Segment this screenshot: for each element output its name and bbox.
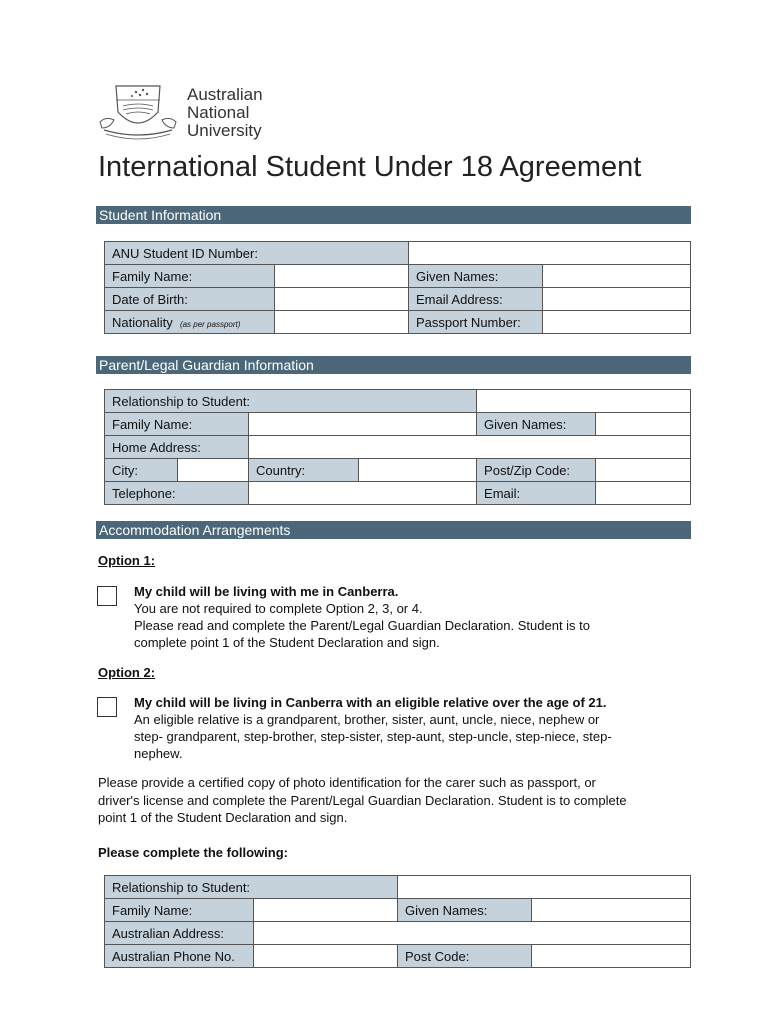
nationality-text: Nationality bbox=[112, 314, 173, 330]
nationality-field[interactable] bbox=[275, 311, 409, 334]
option-1-line-1: You are not required to complete Option 2, 3, or 4. bbox=[134, 601, 423, 616]
carer-address-label: Australian Address: bbox=[105, 922, 254, 945]
table-row bbox=[105, 242, 691, 265]
passport-field[interactable] bbox=[543, 311, 691, 334]
guardian-given-names-field[interactable] bbox=[596, 413, 691, 436]
option-2-checkbox[interactable] bbox=[97, 697, 117, 717]
option-2-line-2: step- grandparent, step-brother, step-sister, step-aunt, step-uncle, step-niece, step- bbox=[134, 729, 612, 744]
home-address-label: Home Address: bbox=[105, 436, 249, 459]
table-row bbox=[105, 459, 691, 482]
option-2-line-1: An eligible relative is a grandparent, brother, sister, aunt, uncle, niece, nephew or bbox=[134, 712, 600, 727]
logo-line-3: University bbox=[187, 121, 262, 140]
student-info-table bbox=[104, 241, 691, 334]
option-1-checkbox[interactable] bbox=[97, 586, 117, 606]
nationality-note: (as per passport) bbox=[179, 319, 241, 329]
carer-postcode-field[interactable] bbox=[532, 945, 691, 968]
guardian-family-name-field[interactable] bbox=[249, 413, 477, 436]
page-title: International Student Under 18 Agreement bbox=[98, 151, 642, 183]
table-row bbox=[105, 482, 691, 505]
city-label: City: bbox=[105, 459, 178, 482]
dob-label: Date of Birth: bbox=[105, 288, 275, 311]
carer-given-names-field[interactable] bbox=[532, 899, 691, 922]
anu-crest-icon bbox=[96, 82, 180, 140]
relationship-label: Relationship to Student: bbox=[105, 390, 477, 413]
complete-following-label: Please complete the following: bbox=[98, 845, 288, 860]
table-row bbox=[105, 922, 691, 945]
carer-phone-label: Australian Phone No. bbox=[105, 945, 254, 968]
option-2-text bbox=[134, 694, 674, 762]
instructions-line-2: driver's license and complete the Parent/Legal Guardian Declaration. Student is to complete bbox=[98, 792, 627, 808]
guardian-family-name-label: Family Name: bbox=[105, 413, 249, 436]
dob-field[interactable] bbox=[275, 288, 409, 311]
anu-logo bbox=[96, 82, 180, 140]
logo-line-2: National bbox=[187, 103, 250, 122]
section-header-guardian: Parent/Legal Guardian Information bbox=[96, 356, 691, 374]
guardian-email-field[interactable] bbox=[596, 482, 691, 505]
student-id-label: ANU Student ID Number: bbox=[105, 242, 409, 265]
email-field[interactable] bbox=[543, 288, 691, 311]
carer-info-table bbox=[104, 875, 691, 968]
section-header-student: Student Information bbox=[96, 206, 691, 224]
telephone-label: Telephone: bbox=[105, 482, 249, 505]
carer-phone-field[interactable] bbox=[254, 945, 398, 968]
carer-family-name-label: Family Name: bbox=[105, 899, 254, 922]
family-name-label: Family Name: bbox=[105, 265, 275, 288]
table-row bbox=[105, 311, 691, 334]
nationality-label bbox=[105, 311, 275, 334]
table-row bbox=[105, 390, 691, 413]
option-1-line-2: Please read and complete the Parent/Legal Guardian Declaration. Student is to bbox=[134, 618, 591, 633]
guardian-email-label: Email: bbox=[477, 482, 596, 505]
option-2-bold: My child will be living in Canberra with an eligible relative over the age of 21. bbox=[134, 695, 607, 710]
telephone-field[interactable] bbox=[249, 482, 477, 505]
table-row bbox=[105, 436, 691, 459]
email-label: Email Address: bbox=[409, 288, 543, 311]
country-label: Country: bbox=[249, 459, 359, 482]
carer-relationship-field[interactable] bbox=[398, 876, 691, 899]
carer-given-names-label: Given Names: bbox=[398, 899, 532, 922]
guardian-info-table bbox=[104, 389, 691, 505]
option-2-heading: Option 2: bbox=[98, 665, 156, 680]
relationship-field[interactable] bbox=[477, 390, 691, 413]
family-name-field[interactable] bbox=[275, 265, 409, 288]
option-1-heading: Option 1: bbox=[98, 553, 156, 568]
postcode-label: Post/Zip Code: bbox=[477, 459, 596, 482]
option-1-line-3: complete point 1 of the Student Declaration and sign. bbox=[134, 635, 440, 650]
country-field[interactable] bbox=[359, 459, 477, 482]
table-row bbox=[105, 945, 691, 968]
carer-address-field[interactable] bbox=[254, 922, 691, 945]
instructions-paragraph bbox=[98, 774, 678, 827]
carer-family-name-field[interactable] bbox=[254, 899, 398, 922]
instructions-line-3: point 1 of the Student Declaration and sign. bbox=[98, 810, 348, 825]
passport-label: Passport Number: bbox=[409, 311, 543, 334]
table-row bbox=[105, 265, 691, 288]
given-names-label: Given Names: bbox=[409, 265, 543, 288]
carer-postcode-label: Post Code: bbox=[398, 945, 532, 968]
option-1-bold: My child will be living with me in Canberra. bbox=[134, 584, 399, 599]
option-1-text bbox=[134, 583, 674, 651]
home-address-field[interactable] bbox=[249, 436, 691, 459]
table-row bbox=[105, 288, 691, 311]
table-row bbox=[105, 876, 691, 899]
logo-wordmark bbox=[187, 86, 263, 140]
given-names-field[interactable] bbox=[543, 265, 691, 288]
postcode-field[interactable] bbox=[596, 459, 691, 482]
logo-line-1: Australian bbox=[187, 85, 263, 104]
option-2-line-3: nephew. bbox=[134, 746, 183, 761]
table-row bbox=[105, 413, 691, 436]
carer-relationship-label: Relationship to Student: bbox=[105, 876, 398, 899]
student-id-field[interactable] bbox=[409, 242, 691, 265]
guardian-given-names-label: Given Names: bbox=[477, 413, 596, 436]
city-field[interactable] bbox=[178, 459, 249, 482]
instructions-line-1: Please provide a certified copy of photo identification for the carer such as passport, or bbox=[98, 775, 596, 790]
table-row bbox=[105, 899, 691, 922]
section-header-accommodation: Accommodation Arrangements bbox=[96, 521, 691, 539]
